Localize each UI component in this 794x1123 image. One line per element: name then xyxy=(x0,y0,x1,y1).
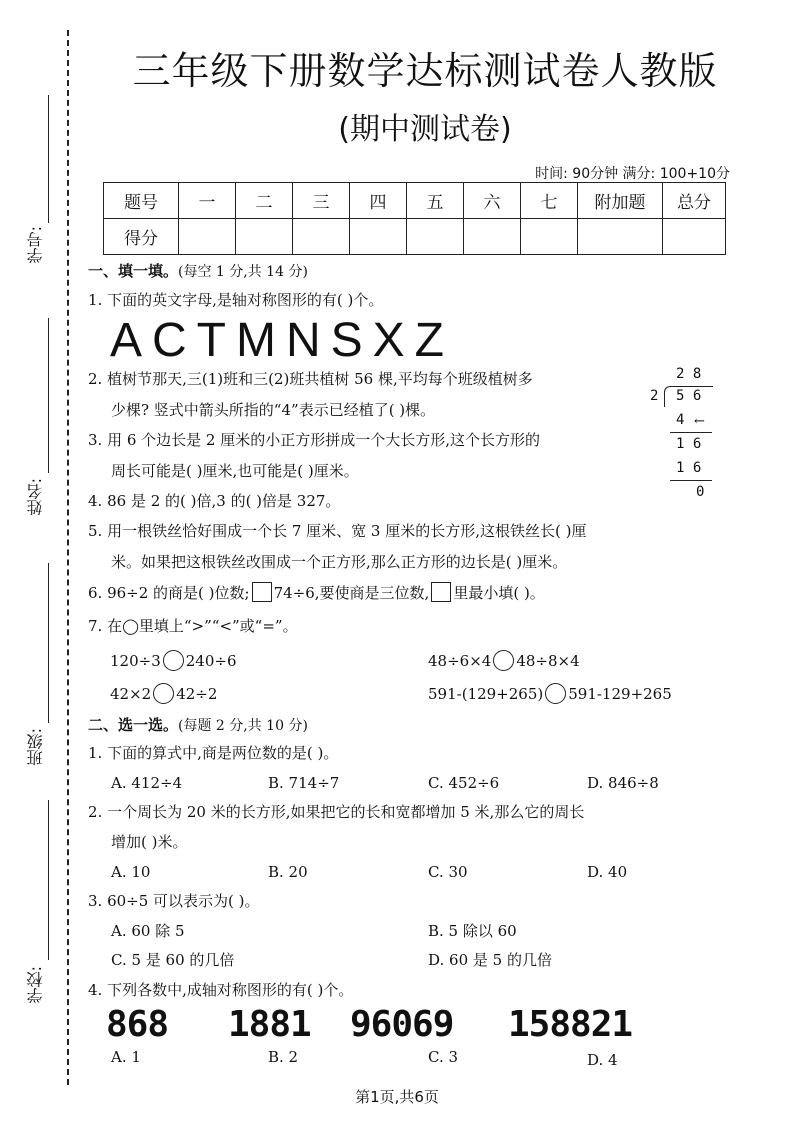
score-input-cell[interactable] xyxy=(293,219,350,255)
s1-q2-line2: 少棵? 竖式中箭头所指的“4”表示已经植了( )棵。 xyxy=(111,401,436,419)
option[interactable]: D. 846÷8 xyxy=(587,774,659,792)
option[interactable]: A. 10 xyxy=(111,863,151,881)
blank-box[interactable] xyxy=(431,582,451,602)
score-input-cell[interactable] xyxy=(407,219,464,255)
ld-step1: 4 xyxy=(676,412,685,428)
table-cell: 二 xyxy=(236,183,293,219)
table-cell: 五 xyxy=(407,183,464,219)
page-footer: 第1页,共6页 xyxy=(355,1088,439,1106)
table-cell: 三 xyxy=(293,183,350,219)
score-input-cell[interactable] xyxy=(236,219,293,255)
score-table-score-row xyxy=(104,219,726,255)
compare-circle[interactable] xyxy=(545,683,566,704)
compare-circle[interactable] xyxy=(153,683,174,704)
compare-left: 42×2 xyxy=(110,685,152,703)
score-input-cell[interactable] xyxy=(521,219,578,255)
table-cell: 得分 xyxy=(104,219,179,255)
ld-rule xyxy=(670,480,712,481)
section1-heading xyxy=(88,260,308,281)
s1-q6-part-b: 74÷6,要使商是三位数, xyxy=(273,584,430,602)
s1-q2-line1: 2. 植树节那天,三(1)班和三(2)班共植树 56 棵,平均每个班级植树多 xyxy=(88,370,533,388)
s2-q3: 3. 60÷5 可以表示为( )。 xyxy=(88,892,260,910)
s1-q5-line2: 米。如果把这根铁丝改围成一个正方形,那么正方形的边长是( )厘米。 xyxy=(111,553,568,571)
table-cell: 附加题 xyxy=(578,183,663,219)
score-input-cell[interactable] xyxy=(350,219,407,255)
option[interactable]: B. 20 xyxy=(268,863,308,881)
score-table-header-row xyxy=(104,183,726,219)
compare-item xyxy=(428,683,672,704)
option[interactable]: C. 452÷6 xyxy=(428,774,500,792)
s1-q1: 1. 下面的英文字母,是轴对称图形的有( )个。 xyxy=(88,291,384,309)
ld-quotient: 2 8 xyxy=(676,366,702,382)
option[interactable]: C. 3 xyxy=(428,1048,459,1066)
section1-note: (每空 1 分,共 14 分) xyxy=(178,264,308,280)
ld-dividend: 5 6 xyxy=(676,388,702,404)
option[interactable]: A. 60 除 5 xyxy=(111,922,185,940)
s2-q2-line1: 2. 一个周长为 20 米的长方形,如果把它的长和宽都增加 5 米,那么它的周长 xyxy=(88,803,585,821)
digital-number: 1881 xyxy=(228,1004,311,1045)
option[interactable]: B. 714÷7 xyxy=(268,774,340,792)
s1-q3-line2: 周长可能是( )厘米,也可能是( )厘米。 xyxy=(111,462,359,480)
school-label: 学校: xyxy=(26,966,45,1004)
score-table xyxy=(103,182,726,255)
ld-step2: 1 6 xyxy=(676,436,702,452)
school-line xyxy=(48,800,49,960)
table-cell: 七 xyxy=(521,183,578,219)
letters-row: ACTMNSXZ xyxy=(110,314,454,367)
name-label: 姓名: xyxy=(26,478,45,516)
score-input-cell[interactable] xyxy=(464,219,521,255)
section2-title: 二、选一选。 xyxy=(88,716,179,734)
s1-q6-part-c: 里最小填( )。 xyxy=(453,584,545,602)
s1-q6-part-a: 6. 96÷2 的商是( )位数; xyxy=(88,584,250,602)
page-title: 三年级下册数学达标测试卷人教版 xyxy=(132,49,718,93)
compare-right: 591-129+265 xyxy=(568,685,672,703)
table-cell: 四 xyxy=(350,183,407,219)
name-line xyxy=(48,318,49,473)
table-cell: 题号 xyxy=(104,183,179,219)
compare-right: 48÷8×4 xyxy=(516,652,580,670)
option[interactable]: A. 1 xyxy=(111,1048,141,1066)
blank-box[interactable] xyxy=(252,582,272,602)
option[interactable]: C. 30 xyxy=(428,863,468,881)
compare-item xyxy=(110,650,237,671)
option[interactable]: B. 5 除以 60 xyxy=(428,922,517,940)
table-cell: 总分 xyxy=(663,183,726,219)
s2-q2-line2: 增加( )米。 xyxy=(111,833,188,851)
ld-remainder: 0 xyxy=(696,484,705,500)
compare-item xyxy=(428,650,580,671)
table-cell: 六 xyxy=(464,183,521,219)
compare-circle[interactable] xyxy=(493,650,514,671)
option[interactable]: D. 4 xyxy=(587,1051,618,1069)
score-input-cell[interactable] xyxy=(663,219,726,255)
compare-circle[interactable] xyxy=(163,650,184,671)
s2-q1: 1. 下面的算式中,商是两位数的是( )。 xyxy=(88,744,339,762)
digital-number: 868 xyxy=(106,1004,169,1045)
digital-number: 158821 xyxy=(508,1004,633,1045)
page-subtitle: (期中测试卷) xyxy=(338,112,512,147)
digital-number: 96069 xyxy=(350,1004,454,1045)
section1-title: 一、填一填。 xyxy=(88,262,179,280)
section2-heading xyxy=(88,714,308,735)
student-id-label: 学号: xyxy=(26,226,45,264)
arrow-icon: ← xyxy=(694,414,705,429)
class-label: 班级: xyxy=(26,728,45,766)
option[interactable]: C. 5 是 60 的几倍 xyxy=(111,951,235,969)
compare-left: 48÷6×4 xyxy=(428,652,492,670)
s2-q4: 4. 下列各数中,成轴对称图形的有( )个。 xyxy=(88,981,354,999)
table-cell: 一 xyxy=(179,183,236,219)
option[interactable]: B. 2 xyxy=(268,1048,299,1066)
exam-meta: 时间: 90分钟 满分: 100+10分 xyxy=(535,166,730,182)
ld-rule xyxy=(670,432,712,433)
student-id-line xyxy=(48,95,49,223)
score-input-cell[interactable] xyxy=(179,219,236,255)
compare-left: 120÷3 xyxy=(110,652,161,670)
s1-q4: 4. 86 是 2 的( )倍,3 的( )倍是 327。 xyxy=(88,492,341,510)
class-line xyxy=(48,563,49,723)
compare-left: 591-(129+265) xyxy=(428,685,544,703)
compare-item xyxy=(110,683,217,704)
option[interactable]: A. 412÷4 xyxy=(111,774,183,792)
ld-divisor: 2 xyxy=(650,388,659,404)
section2-note: (每题 2 分,共 10 分) xyxy=(178,718,308,734)
score-input-cell[interactable] xyxy=(578,219,663,255)
option[interactable]: D. 40 xyxy=(587,863,628,881)
s1-q7: 7. 在◯里填上“>”“<”或“=”。 xyxy=(88,617,298,635)
s1-q6 xyxy=(88,582,545,603)
compare-right: 42÷2 xyxy=(176,685,218,703)
long-division xyxy=(640,366,720,506)
option[interactable]: D. 60 是 5 的几倍 xyxy=(428,951,552,969)
s1-q5-line1: 5. 用一根铁丝恰好围成一个长 7 厘米、宽 3 厘米的长方形,这根铁丝长( )厘 xyxy=(88,522,587,540)
cut-line xyxy=(67,30,69,1085)
compare-right: 240÷6 xyxy=(185,652,237,670)
s1-q3-line1: 3. 用 6 个边长是 2 厘米的小正方形拼成一个大长方形,这个长方形的 xyxy=(88,431,541,449)
ld-step3: 1 6 xyxy=(676,460,702,476)
